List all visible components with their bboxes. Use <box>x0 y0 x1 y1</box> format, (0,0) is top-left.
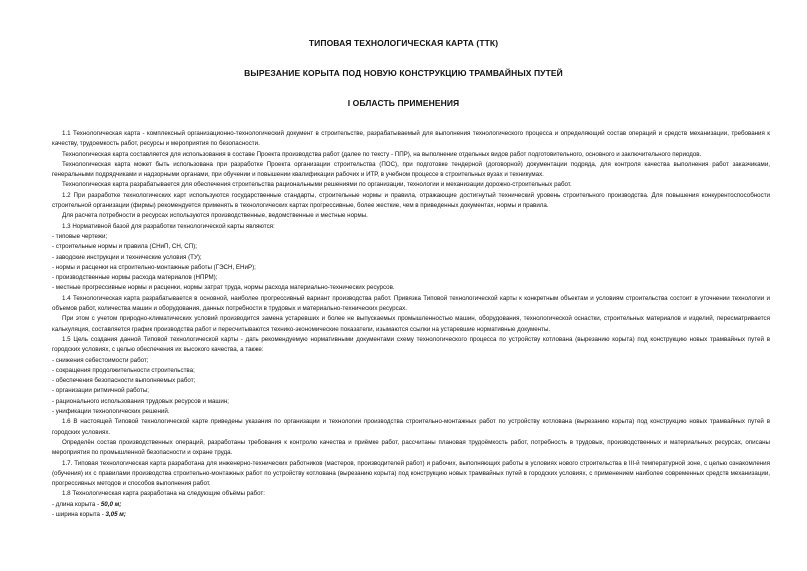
list-item: - рационального использования трудовых ресурсов и машин; <box>52 397 229 405</box>
volume-label: - ширина корыта - <box>52 510 106 518</box>
paragraph-1-3: 1.3 Нормативной базой для разработки технологической карты являются: <box>62 222 275 230</box>
list-item: - нормы и расценки на строительно-монтажные работы (ГЭСН, ЕНиР); <box>52 263 256 271</box>
document-title: ТИПОВАЯ ТЕХНОЛОГИЧЕСКАЯ КАРТА (ТТК) <box>308 38 499 48</box>
volume-item-length <box>52 500 770 510</box>
paragraph: Для расчета потребности в ресурсах используются производственные, ведомственные и местные нормы. <box>62 212 368 220</box>
section-heading: I ОБЛАСТЬ ПРИМЕНЕНИЯ <box>347 98 460 108</box>
paragraph: Определён состав производственных операций, разработаны требования к контролю качества и приёмке работ, рассчитаны плановая трудоёмкость работ, потребность в трудовых, производственных и материальных ресурсах, описаны мероприятия по промышленной безопасности и охране труда. <box>52 438 770 457</box>
paragraph: Технологическая карта составляется для использования в составе Проекта производства работ (далее по тексту - ППР), на выполнение отдельных видов работ подготовительного, основного и заключительного периодов. <box>62 150 702 158</box>
paragraph-1-2: 1.2 При разработке технологических карт используются государственные стандарты, строительные нормы и правила, отражающие достигнутый технический уровень строительного производства. Для повышения конкурентоспособности строительной организации (фирмы) рекомендуется применять в технологических картах прогрессивные, более жесткие, чем в приведенных документах, нормы и правила. <box>52 191 770 210</box>
paragraph: Технологическая карта разрабатывается для обеспечения строительства рациональными решениями по организации, технологии и механизации дорожно-строительных работ. <box>62 181 572 189</box>
volume-item-width <box>52 510 770 520</box>
volume-value: 3,05 м; <box>105 510 126 518</box>
list-item: - унификации технологических решений. <box>52 408 170 416</box>
paragraph-1-7: 1.7. Типовая технологическая карта разработана для инженерно-технических работников (мастеров, производителей работ) и рабочих, выполняющих работы в условиях нового строительства в III-й температурной зоне, с целью ознакомления (обучения) их с правилами производства строительно-монтажных работ по устройству котлована (вырезанию корыта) под конструкцию новых трамвайных путей в городских условиях, с применением наиболее современных средств механизации, прогрессивных методов и способов выполнения работ. <box>52 459 770 488</box>
list-item: - обеспечения безопасности выполняемых работ; <box>52 377 196 385</box>
document-body <box>52 129 770 520</box>
list-item: - организации ритмичной работы; <box>52 387 149 395</box>
paragraph-1-6: 1.6 В настоящей Типовой технологической карте приведены указания по организации и технологии производства строительно-монтажных работ по устройству котлована (вырезанию корыта) под конструкцию новых трамвайных путей в городских условиях. <box>52 418 770 436</box>
document-subtitle: ВЫРЕЗАНИЕ КОРЫТА ПОД НОВУЮ КОНСТРУКЦИЮ ТРАМВАЙНЫХ ПУТЕЙ <box>244 68 563 78</box>
list-item: - типовые чертежи; <box>52 232 108 240</box>
paragraph: При этом с учетом природно-климатических условий производится замена устаревших и более не выпускаемых промышленностью машин, оборудования, технологической оснастки, строительных материалов и изделий, пересматривается калькуляция, составляется график производства работ и пересчитываются технико-экономические показатели, изымаются ссылки на устаревшие нормативные документы. <box>52 315 770 333</box>
paragraph-1-5: 1.5 Цель создания данной Типовой технологической карты - дать рекомендуемую нормативными документами схему технологического процесса по устройству котлована (вырезанию корыта) под конструкцию новых трамвайных путей в городских условиях, с целью обеспечения их высокого качества, а также: <box>52 335 770 354</box>
list-item: - снижения себестоимости работ; <box>52 356 149 364</box>
volume-label: - длина корыта - <box>52 500 101 508</box>
paragraph: Технологическая карта может быть использована при разработке Проекта организации строительства (ПОС), при подготовке тендерной (договорной) документации подряда, для контроля качества выполнения работ заказчиками, генеральными подрядчиками и надзорными органами, при обучении и повышении квалификации рабочих и ИТР, в учебном процессе в строительных вузах и техникумах. <box>52 160 770 179</box>
list-item: - производственные нормы расхода материалов (НПРМ); <box>52 274 218 282</box>
paragraph-1-8: 1.8 Технологическая карта разработана на следующие объёмы работ: <box>62 490 265 498</box>
paragraph-1-4: 1.4 Технологическая карта разрабатывается в основной, наиболее прогрессивный вариант производства работ. Привязка Типовой технологической карты к конкретным объектам и условиям строительства состоит в уточнении технологии и объемов работ, количества машин и оборудования, данных потребности в трудовых и материально-технических ресурсах. <box>52 294 770 313</box>
paragraph-1-1: 1.1 Технологическая карта - комплексный организационно-технологический документ в строительстве, разрабатываемый для выполнения технологического процесса и определяющий состав операций и средств механизации, требования к качеству, трудоемкость работ, ресурсы и мероприятия по безопасности. <box>52 130 770 148</box>
list-item: - строительные нормы и правила (СНиП, СН, СП); <box>52 243 197 251</box>
list-item: - местные прогрессивные нормы и расценки, нормы затрат труда, нормы расхода материально-технических ресурсов. <box>52 284 395 292</box>
volume-value: 50,0 м; <box>100 500 122 508</box>
list-item: - сокращения продолжительности строительства; <box>52 366 195 374</box>
list-item: - заводские инструкции и технические условия (ТУ); <box>52 253 202 261</box>
